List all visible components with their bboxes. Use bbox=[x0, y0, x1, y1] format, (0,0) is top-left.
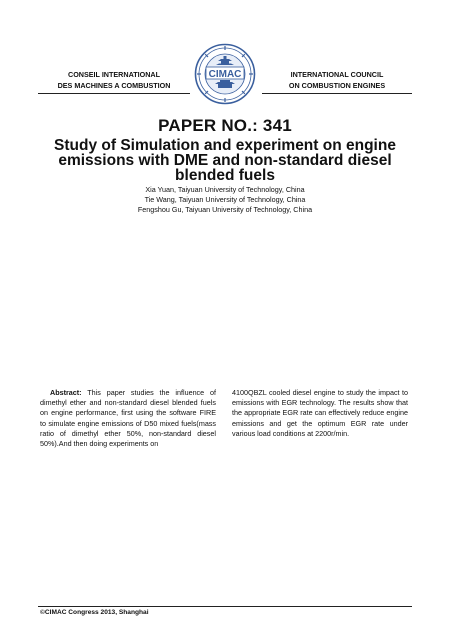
abstract-text-left: This paper studies the influence of dimethyl ether and non-standard diesel blended fuels on engine performance, first using the software FIRE to simulate engine emissions of D50 mixed fuels(mass ratio of dimethyl ether 50%, non-standard diesel 50%).And then doing experiments on bbox=[40, 388, 216, 449]
abstract-text-right: 4100QBZL cooled diesel engine to study the impact to emissions with EGR technology. The results show that the appropriate EGR rate can effectively reduce engine emissions and get the optimum EGR rate under various load conditions at 2200r/min. bbox=[232, 388, 408, 438]
abstract-right-column bbox=[232, 388, 408, 439]
header-left-org bbox=[38, 69, 190, 91]
header-left-line-2: DES MACHINES A COMBUSTION bbox=[57, 81, 171, 90]
header-right-line-2: ON COMBUSTION ENGINES bbox=[288, 81, 386, 90]
author-2: Tie Wang, Taiyuan University of Technology, China bbox=[144, 195, 306, 204]
author-1: Xia Yuan, Taiyuan University of Technology, China bbox=[145, 185, 305, 194]
author-3: Fengshou Gu, Taiyuan University of Technology, China bbox=[137, 205, 313, 214]
header-left-line-1: CONSEIL INTERNATIONAL bbox=[68, 70, 160, 79]
footer-text: ©CIMAC Congress 2013, Shanghai bbox=[40, 609, 149, 616]
header-left-rule bbox=[38, 93, 190, 94]
cimac-logo bbox=[194, 43, 256, 105]
paper-title: Study of Simulation and experiment on engine emissions with DME and non-standard diesel blended fuels bbox=[54, 137, 396, 184]
author-list bbox=[0, 185, 450, 215]
abstract-label: Abstract: bbox=[50, 388, 82, 397]
footer-rule bbox=[38, 606, 412, 607]
cimac-logo-icon bbox=[194, 43, 256, 105]
header-right-org bbox=[262, 69, 412, 91]
abstract-left-column bbox=[40, 388, 216, 449]
header-right-rule bbox=[262, 93, 412, 94]
logo-text: CIMAC bbox=[208, 69, 242, 80]
paper-number: PAPER NO.: 341 bbox=[158, 116, 292, 135]
header-right-line-1: INTERNATIONAL COUNCIL bbox=[290, 70, 384, 79]
